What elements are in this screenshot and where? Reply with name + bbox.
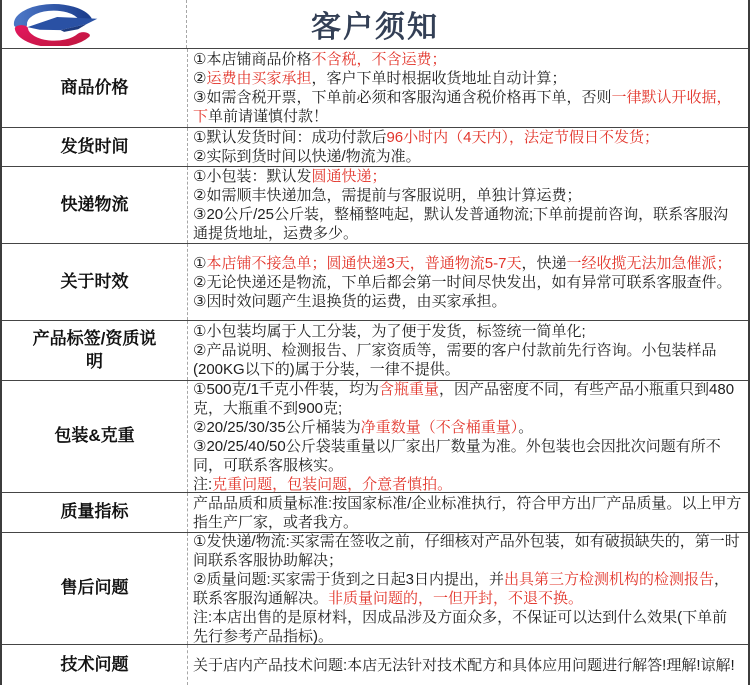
notice-row-7 bbox=[2, 492, 748, 532]
notice-line: ②质量问题:买家需于货到之日起3日内提出，并出具第三方检测机构的检测报告，联系客服沟通解决。非质量问题的，一但开封，不退不换。 bbox=[193, 570, 729, 607]
notice-line: ①小包装均属于人工分装，为了便于发货，标签统一简单化; bbox=[193, 323, 586, 340]
row-content bbox=[188, 49, 748, 127]
notice-row-1 bbox=[2, 48, 748, 127]
row-label: 包装&克重 bbox=[2, 381, 188, 492]
notice-row-5 bbox=[2, 320, 748, 380]
row-label: 产品标签/资质说明 bbox=[2, 321, 188, 380]
row-label: 质量指标 bbox=[2, 493, 188, 532]
notice-line: ②产品说明、检测报告、厂家资质等，需要的客户付款前先行咨询。小包装样品(200KG以下的)属于分装，一律不提供。 bbox=[193, 342, 717, 378]
row-content bbox=[188, 244, 748, 320]
notice-line: ①500克/1千克小件装，均为含瓶重量，因产品密度不同，有些产品小瓶重只到480克，大瓶重不到900克; bbox=[193, 380, 735, 417]
notice-line: 注:克重问题，包装问题，介意者慎拍。 bbox=[193, 475, 453, 493]
page-title: 客户须知 bbox=[311, 11, 439, 44]
row-content bbox=[188, 533, 748, 644]
notice-line: ②如需顺丰快递加急，需提前与客服说明，单独计算运费； bbox=[193, 187, 582, 204]
row-label: 技术问题 bbox=[2, 645, 188, 685]
row-content bbox=[188, 493, 748, 532]
row-content bbox=[188, 321, 748, 380]
notice-line: 产品品质和质量标准:按国家标准/企业标准执行，符合甲方出厂产品质量。以上甲方指生产厂家，或者我方。 bbox=[193, 494, 742, 531]
notice-row-4 bbox=[2, 243, 748, 320]
row-label: 发货时间 bbox=[2, 128, 188, 166]
notice-row-9 bbox=[2, 644, 748, 685]
notice-line: ①发快递/物流:买家需在签收之前，仔细核对产品外包装，如有破损缺失的，第一时间联系客服协助解决； bbox=[193, 532, 740, 569]
notice-line: ③20公斤/25公斤装，整桶整吨起，默认发普通物流;下单前提前咨询，联系客服沟通提货地址，运费多少。 bbox=[193, 206, 729, 242]
notice-line: 注:本店出售的是原材料，因成品涉及方面众多，不保证可以达到什么效果(下单前先行参考产品指标)。 bbox=[193, 608, 728, 645]
notice-line: ①默认发货时间：成功付款后96小时内（4天内），法定节假日不发货； bbox=[193, 129, 659, 146]
notice-line: ②无论快递还是物流，下单后都会第一时间尽快发出，如有异常可联系客服查件。 bbox=[193, 273, 732, 291]
row-label: 快递物流 bbox=[2, 167, 188, 243]
notice-line: ①本店铺商品价格不含税，不含运费； bbox=[193, 51, 447, 68]
table-header bbox=[2, 0, 748, 48]
notice-line: ①本店铺不接急单；圆通快递3天，普通物流5-7天，快递一经收揽无法加急催派； bbox=[193, 254, 732, 272]
row-label: 商品价格 bbox=[2, 49, 188, 127]
row-content bbox=[188, 645, 748, 685]
notice-line: ③因时效问题产生退换货的运费，由买家承担。 bbox=[193, 292, 507, 310]
notice-line: ③20/25/40/50公斤袋装重量以厂家出厂数量为准。外包装也会因批次问题有所不同，可联系客服核实。 bbox=[193, 437, 721, 474]
notice-line: 关于店内产品技术问题:本店无法针对技术配方和具体应用问题进行解答!理解!谅解! bbox=[193, 656, 735, 674]
row-content bbox=[188, 381, 748, 492]
notice-row-3 bbox=[2, 166, 748, 243]
notice-row-2 bbox=[2, 127, 748, 166]
notice-line: ①小包装：默认发圆通快递； bbox=[193, 168, 387, 185]
notice-row-8 bbox=[2, 532, 748, 644]
notice-line: ②20/25/30/35公斤桶装为净重数量（不含桶重量）。 bbox=[193, 418, 534, 436]
notice-table-body bbox=[2, 48, 748, 685]
row-content bbox=[188, 128, 748, 166]
notice-line: ②运费由买家承担，客户下单时根据收货地址自动计算； bbox=[193, 70, 567, 87]
notice-row-6 bbox=[2, 380, 748, 492]
row-label: 关于时效 bbox=[2, 244, 188, 320]
notice-line: ②实际到货时间以快递/物流为准。 bbox=[193, 148, 421, 165]
notice-line: ③如需含税开票，下单前必须和客服沟通含税价格再下单，否则一律默认开收据，下单前请谨慎付款！ bbox=[193, 89, 732, 125]
row-label: 售后问题 bbox=[2, 533, 188, 644]
row-content bbox=[188, 167, 748, 243]
